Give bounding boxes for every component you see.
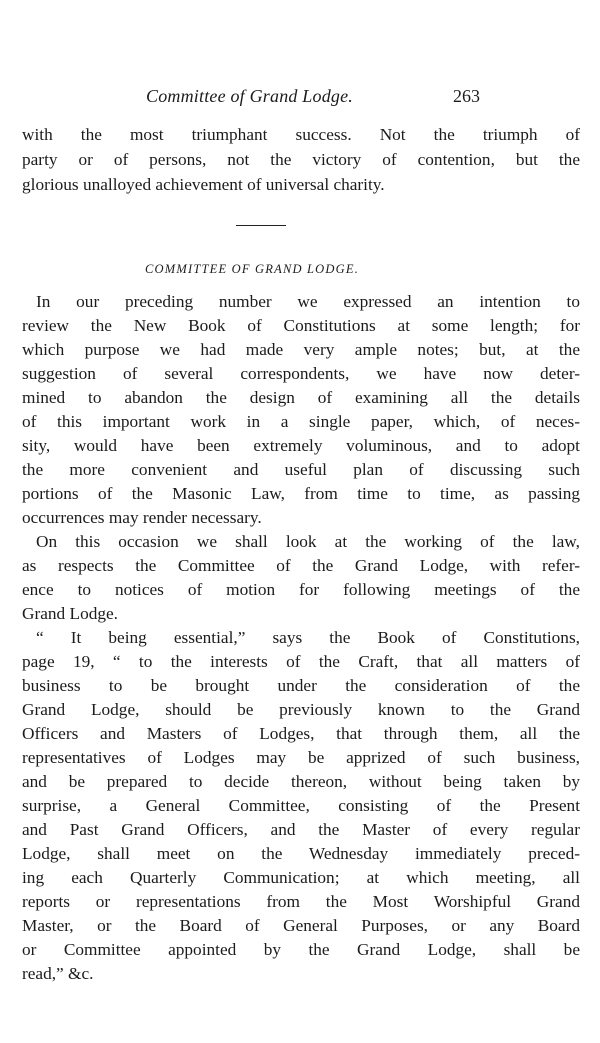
body-line: sity, would have been extremely voluminous, and to adopt [22,436,580,455]
body-line: page 19, “ to the interests of the Craft, that all matters of [22,652,580,671]
body-line: the more convenient and useful plan of discussing such [22,460,580,479]
body-line: or Committee appointed by the Grand Lodge, shall be [22,940,580,959]
body-line: mined to abandon the design of examining all the details [22,388,580,407]
body-line: suggestion of several correspondents, we have now deter- [22,364,580,383]
section-heading: COMMITTEE OF GRAND LODGE. [145,262,360,276]
body-line: occurrences may render necessary. [22,508,262,527]
body-line: Master, or the Board of General Purposes, or any Board [22,916,580,935]
body-line: portions of the Masonic Law, from time to time, as passing [22,484,580,503]
body-line: “ It being essential,” says the Book of Constitutions, [36,628,580,647]
body-line: Grand Lodge. [22,604,118,623]
body-line: On this occasion we shall look at the working of the law, [36,532,580,551]
body-line: which purpose we had made very ample notes; but, at the [22,340,580,359]
intro-line: with the most triumphant success. Not the triumph of [22,125,580,144]
intro-line: party or of persons, not the victory of contention, but the [22,150,580,169]
body-line: of this important work in a single paper, which, of neces- [22,412,580,431]
running-head [0,86,600,112]
body-line: surprise, a General Committee, consisting of the Present [22,796,580,815]
section-divider [236,225,286,226]
body-line: and be prepared to decide thereon, without being taken by [22,772,580,791]
intro-line: glorious unalloyed achievement of universal charity. [22,175,385,194]
body-line: business to be brought under the consideration of the [22,676,580,695]
page-number: 263 [453,86,480,106]
body-line: and Past Grand Officers, and the Master of every regular [22,820,580,839]
body-line: Lodge, shall meet on the Wednesday immediately preced- [22,844,580,863]
body-line: reports or representations from the Most Worshipful Grand [22,892,580,911]
running-title: Committee of Grand Lodge. [146,86,353,106]
body-line: representatives of Lodges may be apprized of such business, [22,748,580,767]
body-line: review the New Book of Constitutions at some length; for [22,316,580,335]
body-line: ing each Quarterly Communication; at which meeting, all [22,868,580,887]
body-line: as respects the Committee of the Grand Lodge, with refer- [22,556,580,575]
body-line: read,” &c. [22,964,94,983]
body-line: In our preceding number we expressed an intention to [36,292,580,311]
body-line: ence to notices of motion for following meetings of the [22,580,580,599]
body-line: Officers and Masters of Lodges, that through them, all the [22,724,580,743]
body-line: Grand Lodge, should be previously known to the Grand [22,700,580,719]
